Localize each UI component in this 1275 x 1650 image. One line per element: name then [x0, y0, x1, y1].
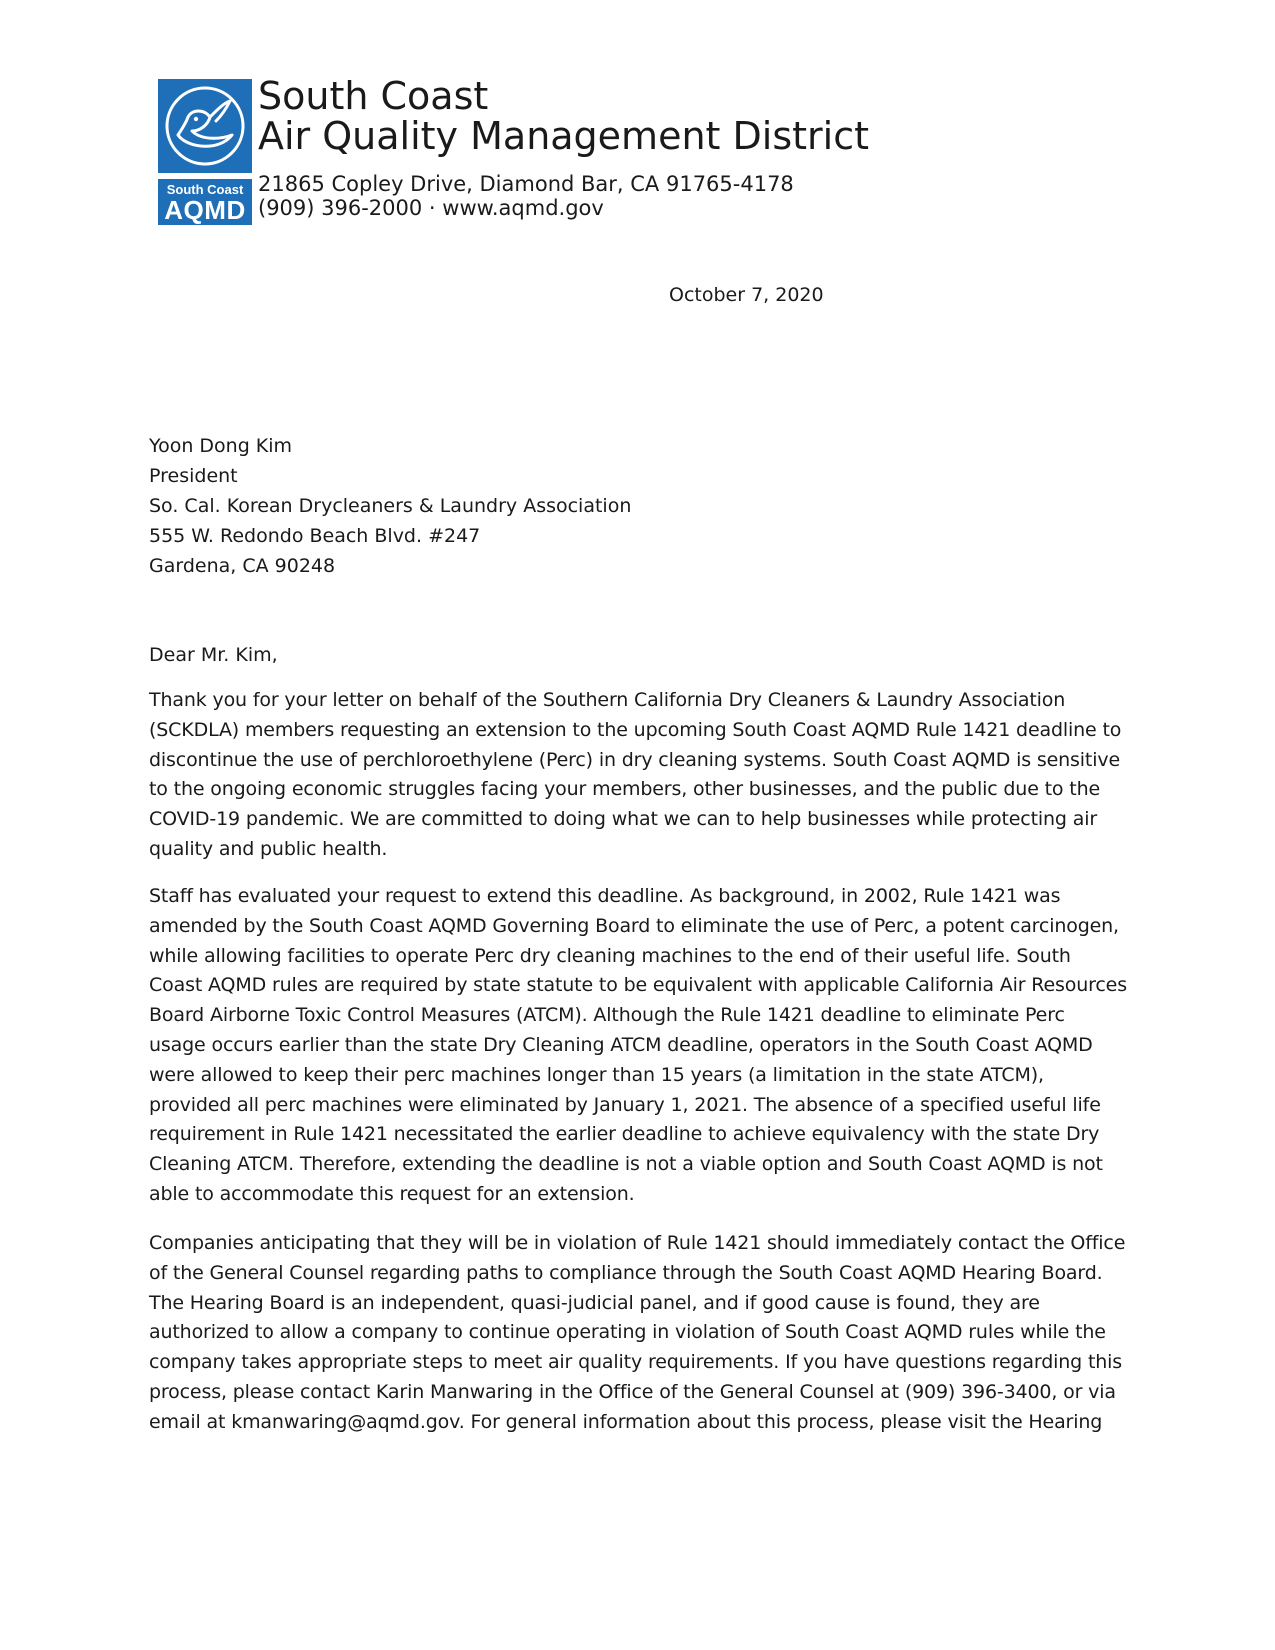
- org-address: 21865 Copley Drive, Diamond Bar, CA 91765-4178: [258, 172, 794, 196]
- body-paragraph: [149, 882, 1129, 1210]
- recipient-city: Gardena, CA 90248: [149, 555, 336, 577]
- paragraph-line: to the ongoing economic struggles facing your members, other businesses, and the public due to the: [149, 778, 1101, 801]
- paragraph-line: Cleaning ATCM. Therefore, extending the deadline is not a viable option and South Coast AQMD is not: [149, 1153, 1103, 1176]
- letter-date: October 7, 2020: [669, 284, 824, 306]
- paragraph-line: process, please contact Karin Manwaring in the Office of the General Counsel at (909) 396-3400, or via: [149, 1380, 1116, 1403]
- paragraph-line: provided all perc machines were eliminated by January 1, 2021. The absence of a specified useful life: [149, 1093, 1101, 1116]
- aqmd-logo: [158, 79, 252, 173]
- salutation: Dear Mr. Kim,: [149, 644, 278, 666]
- aqmd-logo-wordmark: [158, 179, 252, 225]
- paragraph-line: able to accommodate this request for an extension.: [149, 1182, 635, 1205]
- letterhead: [158, 74, 918, 227]
- paragraph-line: quality and public health.: [149, 837, 388, 860]
- recipient-address: [149, 431, 631, 581]
- logo-big-text: AQMD: [164, 195, 246, 225]
- paragraph-line: authorized to allow a company to continue operating in violation of South Coast AQMD rules while the: [149, 1321, 1106, 1344]
- paragraph-line: email at kmanwaring@aqmd.gov. For general information about this process, please visit the Hearing: [149, 1410, 1103, 1433]
- recipient-title: President: [149, 465, 238, 487]
- dove-icon: [158, 79, 252, 173]
- body-paragraph: [149, 686, 1129, 865]
- paragraph-line: requirement in Rule 1421 necessitated the earlier deadline to achieve equivalency with the state Dry: [149, 1123, 1100, 1146]
- paragraph-line: amended by the South Coast AQMD Governing Board to eliminate the use of Perc, a potent carcinogen,: [149, 914, 1119, 937]
- paragraph-line: Coast AQMD rules are required by state statute to be equivalent with applicable California Air Resources: [149, 974, 1127, 997]
- paragraph-line: The Hearing Board is an independent, quasi-judicial panel, and if good cause is found, they are: [149, 1291, 1040, 1314]
- paragraph-line: while allowing facilities to operate Perc dry cleaning machines to the end of their useful life. South: [149, 944, 1071, 967]
- paragraph-line: COVID-19 pandemic. We are committed to doing what we can to help businesses while protecting air: [149, 808, 1097, 831]
- paragraph-line: Companies anticipating that they will be in violation of Rule 1421 should immediately contact the Office: [149, 1232, 1126, 1254]
- body-paragraph: [149, 1229, 1129, 1438]
- paragraph-line: Thank you for your letter on behalf of the Southern California Dry Cleaners & Laundry Association: [149, 689, 1066, 711]
- logo-small-text: South Coast: [166, 182, 244, 197]
- recipient-street: 555 W. Redondo Beach Blvd. #247: [149, 525, 481, 547]
- org-name-line2: Air Quality Management District: [258, 114, 870, 158]
- paragraph-line: Board Airborne Toxic Control Measures (ATCM). Although the Rule 1421 deadline to eliminate Perc: [149, 1004, 1065, 1027]
- paragraph-line: Staff has evaluated your request to extend this deadline. As background, in 2002, Rule 1421 was: [149, 885, 1061, 907]
- org-name-line1: South Coast: [258, 74, 489, 118]
- org-contact: (909) 396-2000 · www.aqmd.gov: [258, 196, 604, 220]
- recipient-name: Yoon Dong Kim: [149, 435, 293, 457]
- paragraph-line: were allowed to keep their perc machines longer than 15 years (a limitation in the state ATCM),: [149, 1063, 1044, 1086]
- paragraph-line: usage occurs earlier than the state Dry Cleaning ATCM deadline, operators in the South Coast AQMD: [149, 1033, 1093, 1056]
- paragraph-line: of the General Counsel regarding paths to compliance through the South Coast AQMD Hearing Board.: [149, 1261, 1103, 1284]
- paragraph-line: company takes appropriate steps to meet air quality requirements. If you have questions regarding this: [149, 1351, 1123, 1374]
- paragraph-line: (SCKDLA) members requesting an extension to the upcoming South Coast AQMD Rule 1421 deadline to: [149, 718, 1122, 741]
- paragraph-line: discontinue the use of perchloroethylene (Perc) in dry cleaning systems. South Coast AQMD is sensitive: [149, 748, 1120, 771]
- recipient-organization: So. Cal. Korean Drycleaners & Laundry Association: [149, 495, 632, 517]
